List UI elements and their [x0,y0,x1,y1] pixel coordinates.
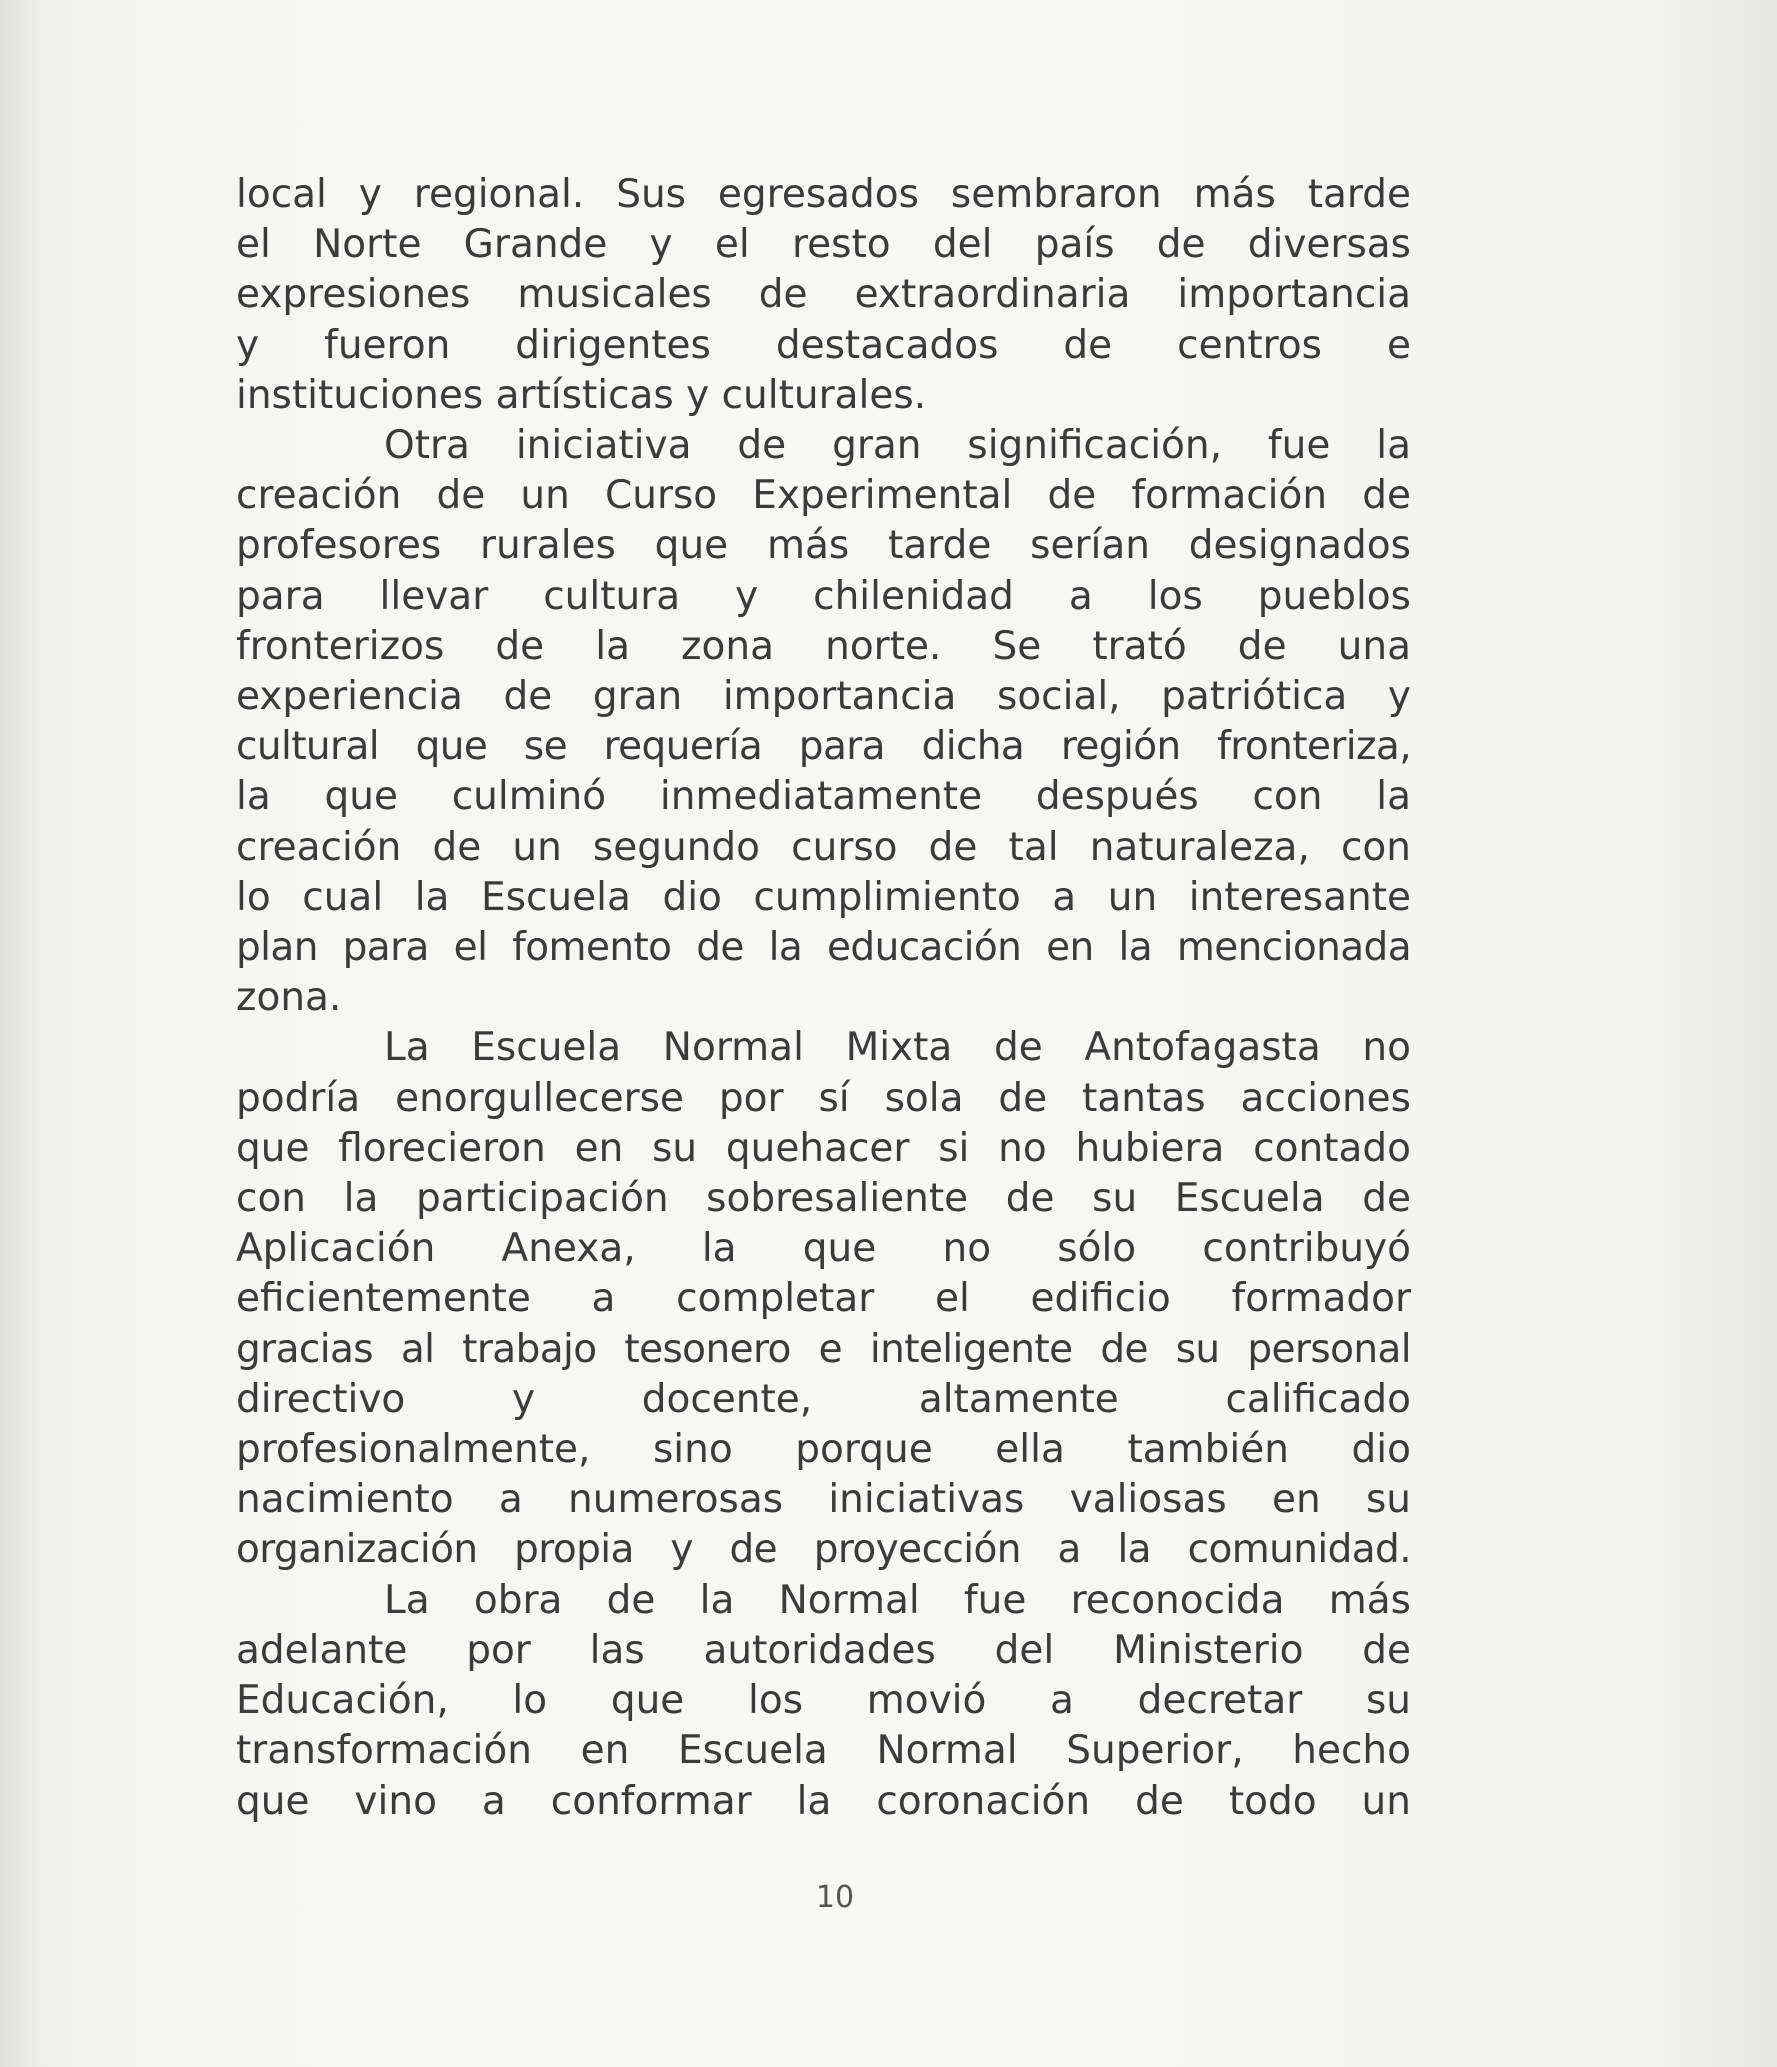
text-line: profesores rurales que más tarde serían designados [236,523,1411,569]
text-line: con la participación sobresaliente de su Escuela de [236,1176,1411,1222]
text-line: La Escuela Normal Mixta de Antofagasta no [384,1025,1411,1071]
text-line: fronterizos de la zona norte. Se trató de una [236,623,1411,669]
text-line: y fueron dirigentes destacados de centros e [236,322,1411,368]
paragraph-4 [236,1576,1411,1827]
text-line: la que culminó inmediatamente después con la [236,774,1411,820]
text-line: Otra iniciativa de gran significación, fue la [384,423,1411,469]
text-line: directivo y docente, altamente calificado [236,1376,1411,1422]
text-line: plan para el fomento de la educación en la mencionada [236,925,1411,971]
paragraph-1 [236,170,1411,421]
paragraph-3 [236,1023,1411,1575]
text-line: el Norte Grande y el resto del país de diversas [236,222,1411,268]
body-text [236,170,1411,1827]
text-line: podría enorgullecerse por sí sola de tantas acciones [236,1075,1411,1121]
text-line: expresiones musicales de extraordinaria importancia [236,272,1411,318]
text-line: eficientemente a completar el edificio formador [236,1276,1411,1322]
text-line: que florecieron en su quehacer si no hubiera contado [236,1125,1411,1171]
text-line: nacimiento a numerosas iniciativas valiosas en su [236,1477,1411,1523]
page-number: 10 [815,1880,855,1915]
paragraph-2 [236,421,1411,1023]
text-line: Aplicación Anexa, la que no sólo contribuyó [236,1226,1411,1272]
text-line: gracias al trabajo tesonero e inteligente de su personal [236,1326,1411,1372]
text-line: transformación en Escuela Normal Superior, hecho [236,1728,1411,1774]
text-line: creación de un segundo curso de tal naturaleza, con [236,824,1411,870]
text-line: cultural que se requería para dicha región fronteriza, [236,724,1411,770]
text-line: zona. [236,975,342,1021]
text-line: adelante por las autoridades del Ministerio de [236,1627,1411,1673]
text-line: que vino a conformar la coronación de todo un [236,1778,1411,1824]
text-line: La obra de la Normal fue reconocida más [384,1577,1411,1623]
text-line: profesionalmente, sino porque ella también dio [236,1427,1411,1473]
text-line: Educación, lo que los movió a decretar su [236,1678,1411,1724]
text-line: lo cual la Escuela dio cumplimiento a un interesante [236,874,1411,920]
text-line: instituciones artísticas y culturales. [236,372,927,418]
text-line: creación de un Curso Experimental de formación de [236,473,1411,519]
text-line: experiencia de gran importancia social, patriótica y [236,674,1411,720]
text-line: organización propia y de proyección a la comunidad. [236,1527,1411,1573]
text-line: local y regional. Sus egresados sembraron más tarde [236,172,1411,217]
text-line: para llevar cultura y chilenidad a los pueblos [236,573,1411,619]
